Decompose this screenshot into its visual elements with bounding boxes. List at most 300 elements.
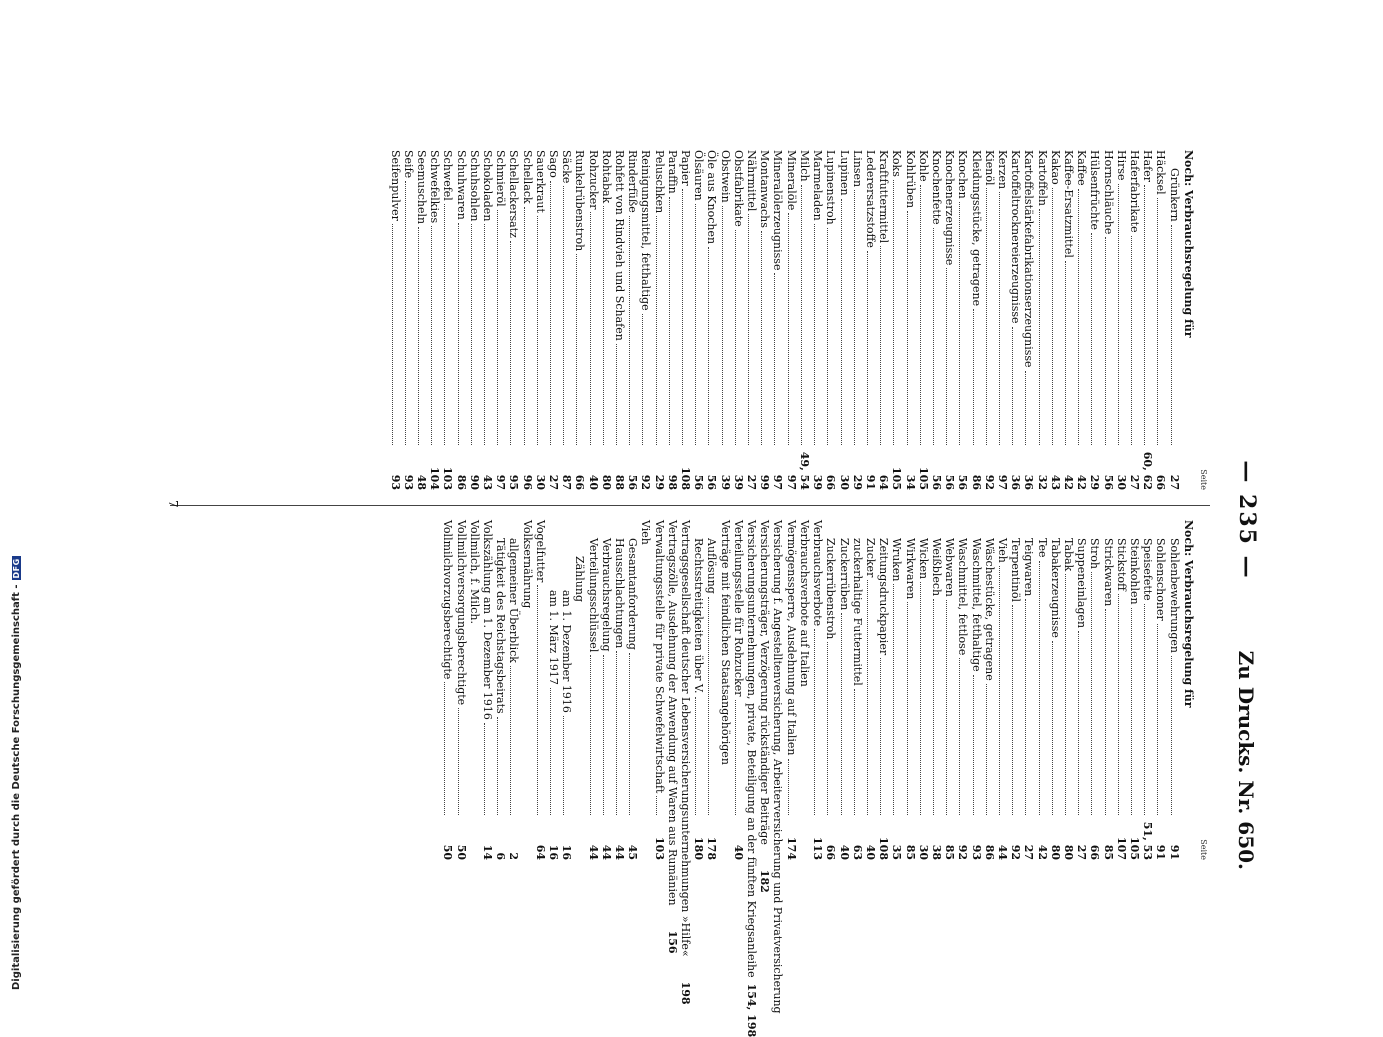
- index-entry: [811, 520, 824, 860]
- dot-leader: [814, 224, 823, 445]
- index-entry: [1141, 520, 1154, 860]
- dot-leader: [722, 206, 731, 445]
- entry-page-number: 63: [850, 844, 864, 860]
- entry-page-number: 156: [665, 930, 679, 954]
- dot-leader: [854, 689, 863, 815]
- dot-leader: [656, 796, 665, 815]
- dot-leader: [629, 216, 638, 445]
- index-entry: [903, 520, 916, 860]
- index-entry: [956, 520, 969, 860]
- entry-label: Waschmittel, fetthaltige: [969, 538, 983, 672]
- dot-leader: [576, 254, 585, 445]
- index-entry: [771, 520, 785, 1014]
- entry-label: Kartoffeltrocknereierzeugnisse: [1009, 150, 1023, 324]
- entry-page-number: 30: [837, 474, 851, 490]
- entry-label: Schuhsohlen: [467, 150, 481, 222]
- index-entry: [903, 150, 916, 490]
- entry-label: Tabakerzeugnisse: [1048, 538, 1062, 638]
- entry-page-number: 14: [481, 844, 495, 860]
- entry-page-number: 182: [758, 869, 772, 893]
- dot-leader: [471, 627, 479, 815]
- entry-label: Rechtsstreitigkeiten über V.: [692, 538, 706, 694]
- entry-label: Paraffin: [665, 150, 679, 194]
- entry-label: Versicherungsträger, Verzögerung rückständiger Beiträge: [758, 520, 772, 845]
- dot-leader: [576, 605, 584, 815]
- index-entry: [718, 520, 731, 860]
- entry-label: Gesamtanforderung: [626, 538, 640, 650]
- dot-leader: [1118, 594, 1127, 815]
- entry-label: Weißblech: [929, 538, 943, 597]
- seite-label-right: Seite: [1199, 839, 1208, 860]
- entry-page-number: 27: [1167, 474, 1181, 490]
- entry-label: Speisefette: [1141, 538, 1155, 601]
- entry-page-number: 56: [929, 474, 943, 490]
- dot-leader: [1118, 184, 1127, 445]
- entry-page-number: 97: [784, 474, 798, 490]
- index-entry: [547, 150, 560, 490]
- index-entry: [573, 520, 586, 860]
- dot-leader: [1052, 641, 1061, 815]
- index-entry: [507, 520, 520, 860]
- index-entry: [613, 150, 626, 490]
- dot-leader: [1105, 237, 1114, 445]
- dot-leader: [814, 629, 823, 815]
- index-entry: [758, 150, 771, 490]
- index-entry: [864, 520, 877, 860]
- dot-leader: [1012, 327, 1021, 445]
- index-entry: [639, 150, 652, 490]
- index-entry: [705, 520, 718, 860]
- entry-page-number: 95: [507, 474, 521, 490]
- index-entry: [758, 520, 772, 893]
- entry-page-number: 113: [811, 837, 825, 860]
- entry-label: Hornschläuche: [1101, 150, 1115, 235]
- index-entry: [560, 520, 573, 860]
- index-entry: [586, 150, 599, 490]
- index-entry: [1088, 150, 1101, 490]
- entry-label: Kohlrüben: [903, 150, 917, 209]
- index-entry: [1049, 150, 1062, 490]
- entry-label: Vieh: [995, 538, 1009, 563]
- entry-page-number: 85: [903, 844, 917, 860]
- entry-page-number: 30: [916, 844, 930, 860]
- dot-leader: [959, 658, 968, 815]
- index-entry: [1009, 150, 1022, 490]
- entry-label: Vollmilchvorzugsberechtigte: [441, 520, 455, 680]
- index-entry: [745, 520, 759, 1037]
- entry-page-number: 105: [916, 467, 930, 490]
- dot-leader: [841, 613, 850, 815]
- entry-page-number: 80: [1048, 844, 1062, 860]
- index-entry: [1088, 520, 1101, 860]
- entry-label: Sauerkraut: [533, 150, 547, 213]
- index-entry: [547, 520, 560, 860]
- entry-page-number: 105: [890, 467, 904, 490]
- entry-page-number: 105: [1127, 837, 1141, 860]
- entry-label: Volkszählung am 1. Dezember 1916: [481, 520, 495, 720]
- entry-label: Auflösung: [705, 538, 719, 594]
- index-entry: [1101, 520, 1114, 860]
- dot-leader: [431, 226, 440, 445]
- entry-label: Kartoffeln: [1035, 150, 1049, 207]
- dot-leader: [537, 585, 546, 815]
- index-entry: [771, 150, 784, 490]
- dot-leader: [1078, 631, 1087, 815]
- dot-leader: [642, 314, 651, 445]
- entry-page-number: 98: [665, 474, 679, 490]
- entry-page-number: 30: [533, 474, 547, 490]
- dot-leader: [1144, 185, 1153, 445]
- entry-page-number: 96: [520, 474, 534, 490]
- index-entry: [969, 150, 982, 490]
- entry-label: Steinkohlen: [1127, 538, 1141, 605]
- index-entry: [930, 520, 943, 860]
- entry-page-number: 40: [586, 474, 600, 490]
- entry-label: Mineralölerzeugnisse: [771, 150, 785, 271]
- entry-page-number: 85: [1101, 844, 1115, 860]
- dot-leader: [563, 186, 572, 445]
- entry-label: Sago: [547, 150, 561, 178]
- index-entry: [692, 520, 705, 860]
- index-entry: [454, 150, 467, 490]
- entry-label: Runkelrübenstroh: [573, 150, 587, 252]
- entry-page-number: 92: [1009, 844, 1023, 860]
- entry-label: Schellack: [520, 150, 534, 204]
- entry-label: Peluschken: [652, 150, 666, 214]
- entry-label: Kienöl: [982, 150, 996, 186]
- entry-page-number: 91: [1167, 844, 1181, 860]
- left-column-heading: Noch: Verbrauchsregelung für: [1181, 150, 1195, 338]
- entry-page-number: 44: [995, 844, 1009, 860]
- dot-leader: [497, 210, 506, 445]
- index-entry: [864, 150, 877, 490]
- index-entry: [1141, 150, 1154, 490]
- dot-leader: [893, 584, 902, 815]
- entry-page-number: 16: [560, 844, 574, 860]
- entry-label: Kraftfuttermittel: [877, 150, 891, 244]
- entry-label: Kerzen: [995, 150, 1009, 190]
- dot-leader: [933, 599, 942, 815]
- dot-leader: [973, 309, 982, 445]
- entry-page-number: 64: [533, 844, 547, 860]
- dot-leader: [920, 582, 929, 815]
- entry-label: Obstwein: [718, 150, 732, 203]
- entry-label: Hirse: [1114, 150, 1128, 181]
- entry-page-number: 198: [679, 981, 693, 1005]
- index-entry: [692, 150, 705, 490]
- dot-leader: [524, 207, 533, 445]
- entry-label: Strickwaren: [1101, 538, 1115, 607]
- entry-page-number: 91: [1154, 844, 1168, 860]
- entry-label: Öle aus Knochen: [705, 150, 719, 245]
- dot-leader: [907, 602, 916, 815]
- entry-label: Koks: [890, 150, 904, 177]
- index-entry: [520, 150, 533, 490]
- entry-page-number: 174: [784, 837, 798, 860]
- dot-leader: [801, 690, 809, 815]
- entry-page-number: 49, 54: [797, 451, 811, 490]
- entry-page-number: 92: [956, 844, 970, 860]
- entry-page-number: 29: [1088, 474, 1102, 490]
- entry-label: Säcke: [560, 150, 574, 184]
- dot-leader: [1025, 599, 1034, 815]
- index-entry: [824, 520, 837, 860]
- index-entry: [626, 520, 639, 860]
- index-entry: [1062, 150, 1075, 490]
- entry-label: Lupinenstroh: [824, 150, 838, 225]
- entry-label: Kohle: [916, 150, 930, 182]
- dot-leader: [946, 600, 955, 815]
- entry-label: Hülsenfrüchte: [1088, 150, 1102, 231]
- entry-page-number: 56: [956, 474, 970, 490]
- entry-label: Teigwaren: [1022, 538, 1036, 597]
- dot-leader: [1012, 605, 1021, 815]
- entry-page-number: 80: [599, 474, 613, 490]
- entry-page-number: 108: [679, 467, 693, 490]
- entry-page-number: 27: [745, 474, 759, 490]
- index-entry: [837, 150, 850, 490]
- dot-leader: [510, 666, 519, 815]
- dot-leader: [708, 597, 717, 815]
- entry-page-number: 86: [982, 844, 996, 860]
- entry-label: Nährmittel: [745, 150, 759, 212]
- dot-leader: [867, 580, 876, 815]
- entry-page-number: 42: [1075, 474, 1089, 490]
- dot-leader: [656, 216, 665, 445]
- index-entry: [481, 150, 494, 490]
- index-entry: [824, 150, 837, 490]
- dot-leader: [484, 224, 493, 445]
- entry-page-number: 38: [929, 844, 943, 860]
- index-entry: [468, 520, 481, 860]
- entry-label: Tee: [1035, 538, 1049, 558]
- dot-leader: [973, 675, 982, 815]
- entry-label: Montanwachs: [758, 150, 772, 228]
- dot-leader: [722, 768, 730, 815]
- index-entry: [930, 150, 943, 490]
- entry-page-number: 56: [692, 474, 706, 490]
- entry-label: Ölsäuren: [692, 150, 706, 201]
- index-entry: [1062, 520, 1075, 860]
- dot-leader: [444, 682, 453, 815]
- entry-label: Zucker: [863, 538, 877, 578]
- dot-leader: [1144, 604, 1153, 815]
- entry-label: Webwaren: [943, 538, 957, 597]
- index-entry: [626, 150, 639, 490]
- index-entry: [494, 150, 507, 490]
- entry-page-number: 2: [507, 852, 521, 860]
- entry-page-number: 48: [415, 474, 429, 490]
- entry-label: Schwefelkies: [428, 150, 442, 224]
- index-entry: [534, 150, 547, 490]
- index-entry: [877, 520, 890, 860]
- dot-leader: [616, 651, 625, 815]
- index-entry: [573, 150, 586, 490]
- dot-leader: [880, 246, 889, 445]
- dot-leader: [1171, 225, 1180, 445]
- entry-page-number: 93: [388, 474, 402, 490]
- entry-page-number: 86: [454, 474, 468, 490]
- index-entry: [837, 520, 850, 860]
- dot-leader: [603, 206, 612, 445]
- index-entry: [679, 150, 692, 490]
- entry-page-number: 103: [441, 467, 455, 490]
- index-entry: [586, 520, 599, 860]
- entry-page-number: 92: [639, 474, 653, 490]
- entry-label: Knochenfette: [929, 150, 943, 225]
- dot-leader: [867, 251, 876, 445]
- dot-leader: [1065, 574, 1074, 815]
- entry-page-number: 44: [586, 844, 600, 860]
- entry-label: Linsen: [850, 150, 864, 188]
- entry-page-number: 40: [731, 844, 745, 860]
- entry-page-number: 86: [969, 474, 983, 490]
- dfg-logo: DFG: [11, 558, 21, 579]
- dot-leader: [510, 241, 519, 445]
- entry-label: am 1. März 1917: [547, 590, 561, 685]
- entry-label: Wruken: [890, 538, 904, 582]
- entry-label: Milch: [797, 150, 811, 182]
- entry-page-number: 29: [850, 474, 864, 490]
- index-entry: [441, 150, 454, 490]
- entry-label: Rohfett von Rindvieh und Schafen: [613, 150, 627, 341]
- dot-leader: [1065, 261, 1074, 445]
- index-entry: [745, 150, 758, 490]
- entry-label: zuckerhaltige Futtermittel: [850, 538, 864, 686]
- dot-leader: [933, 228, 942, 445]
- page-number: — 235 —: [1234, 460, 1260, 580]
- index-entry: [666, 150, 679, 490]
- entry-label: Verbrauchsverbote: [811, 520, 825, 627]
- entry-page-number: 180: [692, 837, 706, 860]
- right-entry-list: [441, 520, 1181, 1037]
- index-entry: [1154, 520, 1167, 860]
- credit-text: Digitalisierung gefördert durch die Deutsche Forschungsgemeinschaft -: [10, 584, 22, 990]
- dot-leader: [748, 214, 757, 445]
- entry-label: allgemeiner Überblick: [507, 538, 521, 663]
- document-title: Zu Drucks. Nr. 650.: [1234, 650, 1258, 870]
- entry-label: Verwaltungsstelle für private Schwefelwirtschaft: [652, 520, 666, 794]
- index-entry: [890, 520, 903, 860]
- entry-page-number: 87: [560, 474, 574, 490]
- dot-leader: [854, 190, 863, 445]
- dot-leader: [761, 231, 770, 445]
- entry-page-number: 50: [454, 844, 468, 860]
- entry-label: Kartoffelstärkefabrikationserzeugnisse: [1022, 150, 1036, 368]
- entry-page-number: 50: [441, 844, 455, 860]
- entry-page-number: 56: [626, 474, 640, 490]
- index-entry: [785, 520, 798, 860]
- index-entry: [613, 520, 626, 860]
- index-entry: [956, 150, 969, 490]
- entry-label: Stroh: [1088, 538, 1102, 569]
- entry-label: Grünkern: [1167, 168, 1181, 222]
- dot-leader: [1039, 209, 1048, 445]
- dot-leader: [999, 566, 1008, 815]
- entry-label: Knochen: [956, 150, 970, 199]
- dot-leader: [458, 708, 467, 815]
- index-entry: [534, 520, 547, 860]
- index-entry: [507, 150, 520, 490]
- dot-leader: [616, 344, 625, 445]
- entry-label: Mineralöle: [784, 150, 798, 211]
- dot-leader: [629, 653, 638, 815]
- entry-page-number: 97: [995, 474, 1009, 490]
- index-entry: [1167, 520, 1180, 860]
- index-entry: [996, 150, 1009, 490]
- signature-mark: 7: [166, 500, 180, 508]
- entry-page-number: 85: [943, 844, 957, 860]
- entry-label: Wirkwaren: [903, 538, 917, 600]
- index-entry: [600, 150, 613, 490]
- index-entry: [732, 150, 745, 490]
- index-entry: [969, 520, 982, 860]
- index-entry: [1022, 520, 1035, 860]
- dot-leader: [484, 723, 493, 815]
- entry-label: Schuhwaren: [454, 150, 468, 220]
- entry-label: Schellackersatz: [507, 150, 521, 238]
- index-entry: [785, 150, 798, 490]
- entry-page-number: 27: [1075, 844, 1089, 860]
- entry-label: Kaffee: [1075, 150, 1089, 186]
- dot-leader: [735, 700, 744, 815]
- entry-label: Lupinen: [837, 150, 851, 196]
- index-entry: [1075, 150, 1088, 490]
- entry-page-number: 43: [481, 474, 495, 490]
- entry-page-number: 43: [1048, 474, 1062, 490]
- entry-page-number: 154, 198: [745, 983, 759, 1037]
- dot-leader: [695, 204, 704, 445]
- index-entry: [943, 150, 956, 490]
- entry-page-number: 66: [1088, 844, 1102, 860]
- index-entry: [468, 150, 481, 490]
- dot-leader: [497, 717, 506, 815]
- entry-page-number: 104: [428, 467, 442, 490]
- index-entry: [402, 150, 415, 490]
- entry-page-number: 39: [718, 474, 732, 490]
- index-entry: [1035, 520, 1048, 860]
- entry-page-number: 35: [890, 844, 904, 860]
- index-entry: [494, 520, 507, 860]
- entry-label: Verteilungsstelle für Rohzucker: [731, 520, 745, 697]
- dot-leader: [590, 212, 599, 445]
- entry-label: Vieh: [639, 520, 653, 545]
- index-entry: [1115, 150, 1128, 490]
- dot-leader: [946, 268, 955, 445]
- dot-leader: [775, 273, 784, 445]
- entry-label: Rohtabak: [599, 150, 613, 204]
- seite-label-left: Seite: [1199, 469, 1208, 490]
- index-entry: [1049, 520, 1062, 860]
- index-entry: [996, 520, 1009, 860]
- dot-leader: [735, 230, 744, 445]
- page-header: [1220, 150, 1260, 870]
- entry-page-number: 56: [943, 474, 957, 490]
- dot-leader: [405, 181, 414, 445]
- dot-leader: [788, 213, 797, 445]
- entry-label: Zuckerrübenstroh: [824, 538, 838, 640]
- entry-page-number: 66: [1154, 474, 1168, 490]
- entry-page-number: 45: [626, 844, 640, 860]
- entry-label: Häcksel: [1154, 150, 1168, 195]
- dot-leader: [801, 185, 810, 445]
- index-entry: [983, 150, 996, 490]
- entry-page-number: 88: [613, 474, 627, 490]
- index-entry: [718, 150, 731, 490]
- entry-page-number: 108: [877, 837, 891, 860]
- entry-label: am 1. Dezember 1916: [560, 590, 574, 713]
- dot-leader: [1091, 572, 1100, 815]
